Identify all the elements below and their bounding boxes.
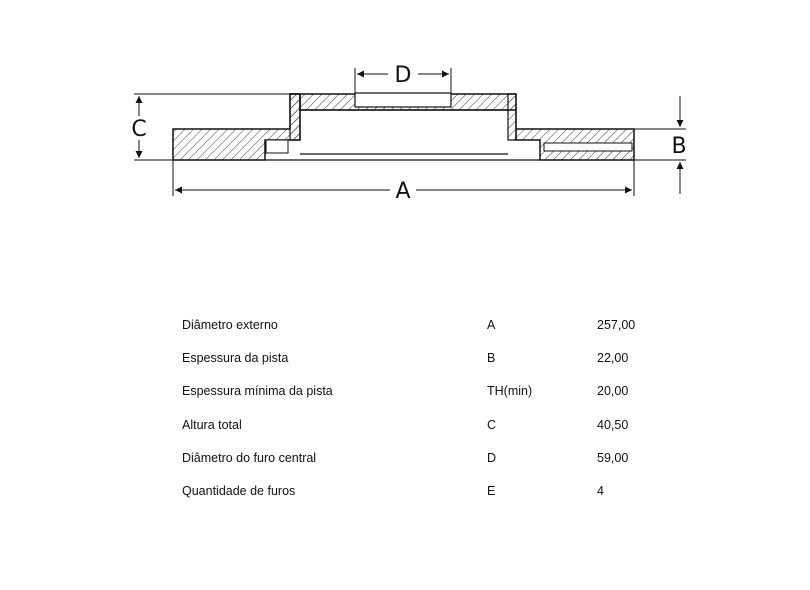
center-bore xyxy=(355,93,451,107)
dimension-c-label: C xyxy=(131,117,147,142)
hub-right-wall xyxy=(508,94,516,140)
dimension-a xyxy=(173,160,634,204)
spec-code: B xyxy=(487,351,496,366)
spec-value: 4 xyxy=(597,483,604,498)
spec-code: TH(min) xyxy=(487,384,533,399)
spec-value: 59,00 xyxy=(597,450,629,465)
spec-name: Quantidade de furos xyxy=(182,483,296,498)
hub-left-wall xyxy=(290,94,300,140)
right-vent xyxy=(544,143,632,151)
spec-value: 257,00 xyxy=(597,318,636,332)
spec-code: C xyxy=(487,417,497,432)
dimension-a-label: A xyxy=(395,179,411,204)
spec-code: E xyxy=(487,483,496,498)
spec-name: Diâmetro externo xyxy=(182,318,278,332)
dimension-d-label: D xyxy=(394,63,412,88)
spec-name: Altura total xyxy=(182,417,242,432)
spec-name: Diâmetro do furo central xyxy=(182,450,317,465)
spec-value: 22,00 xyxy=(597,351,629,366)
disc-cross-section xyxy=(173,93,634,160)
spec-code: A xyxy=(487,318,496,332)
spec-value: 20,00 xyxy=(597,384,629,399)
dimension-b xyxy=(634,96,687,194)
brake-disc-drawing xyxy=(0,0,810,230)
left-vent xyxy=(266,140,288,153)
spec-name: Espessura mínima da pista xyxy=(182,384,333,399)
dimension-b-label: B xyxy=(671,134,687,159)
right-friction-ring xyxy=(516,110,634,160)
spec-name: Espessura da pista xyxy=(182,351,289,366)
spec-value: 40,50 xyxy=(597,417,629,432)
spec-code: D xyxy=(487,450,497,465)
dimension-d xyxy=(355,63,451,93)
